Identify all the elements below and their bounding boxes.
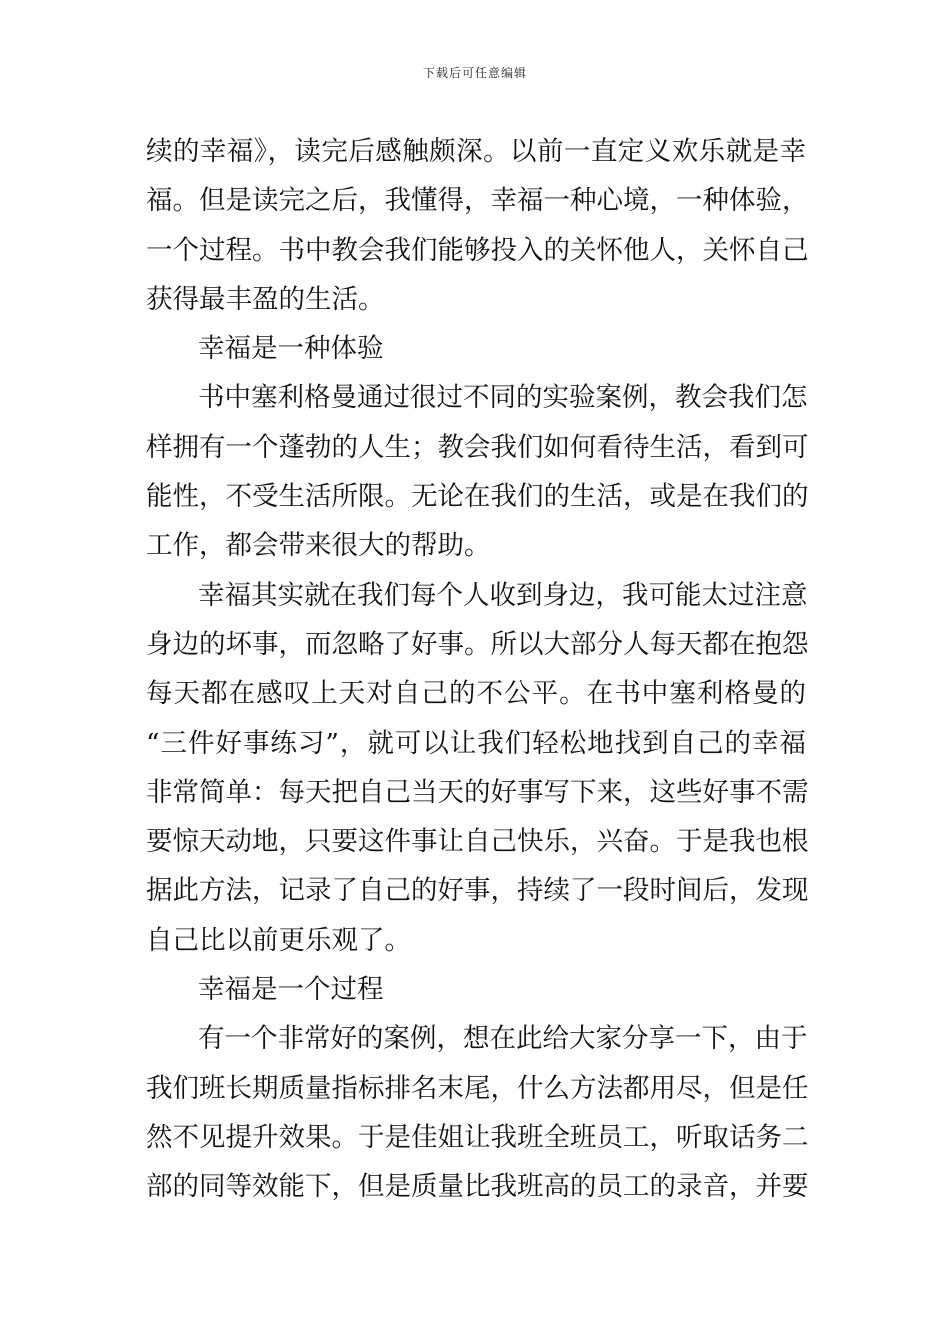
text-line: 自己比以前更乐观了。 [146, 924, 411, 956]
page-header: 下载后可任意编辑 [422, 66, 527, 80]
text-line: 然不见提升效果。于是佳姐让我班全班员工，听取话务二 [146, 1121, 809, 1153]
section-heading: 幸福是一种体验 [198, 333, 384, 365]
text-line: 福。但是读完之后，我懂得，幸福一种心境，一种体验， [146, 185, 809, 217]
text-line: 我们班长期质量指标排名末尾，什么方法都用尽，但是任 [146, 1072, 809, 1104]
text-line: 据此方法，记录了自己的好事，持续了一段时间后，发现 [146, 875, 809, 907]
text-line: 工作，都会带来很大的帮助。 [146, 530, 491, 562]
text-line: 有一个非常好的案例，想在此给大家分享一下，由于 [198, 1023, 808, 1055]
text-line: 身边的坏事，而忽略了好事。所以大部分人每天都在抱怨 [146, 628, 809, 660]
text-line: “三件好事练习”，就可以让我们轻松地找到自己的幸福 [146, 727, 806, 759]
text-line: 获得最丰盈的生活。 [146, 283, 385, 315]
text-line: 书中塞利格曼通过很过不同的实验案例，教会我们怎 [198, 382, 808, 414]
text-line: 每天都在感叹上天对自己的不公平。在书中塞利格曼的 [146, 678, 806, 710]
text-line: 幸福其实就在我们每个人收到身边，我可能太过注意 [198, 579, 808, 611]
text-line: 部的同等效能下，但是质量比我班高的员工的录音，并要 [146, 1171, 809, 1203]
text-line: 要惊天动地，只要这件事让自己快乐，兴奋。于是我也根 [146, 826, 809, 858]
text-line: 样拥有一个蓬勃的人生；教会我们如何看待生活，看到可 [146, 431, 809, 463]
section-heading: 幸福是一个过程 [198, 974, 384, 1006]
text-line: 能性，不受生活所限。无论在我们的生活，或是在我们的 [146, 481, 809, 513]
text-line: 续的幸福》，读完后感触颇深。以前一直定义欢乐就是幸 [146, 136, 806, 167]
document-body [146, 127, 809, 1212]
text-line: 一个过程。书中教会我们能够投入的关怀他人，关怀自己 [146, 234, 809, 266]
text-line: 非常简单：每天把自己当天的好事写下来，这些好事不需 [146, 776, 809, 808]
